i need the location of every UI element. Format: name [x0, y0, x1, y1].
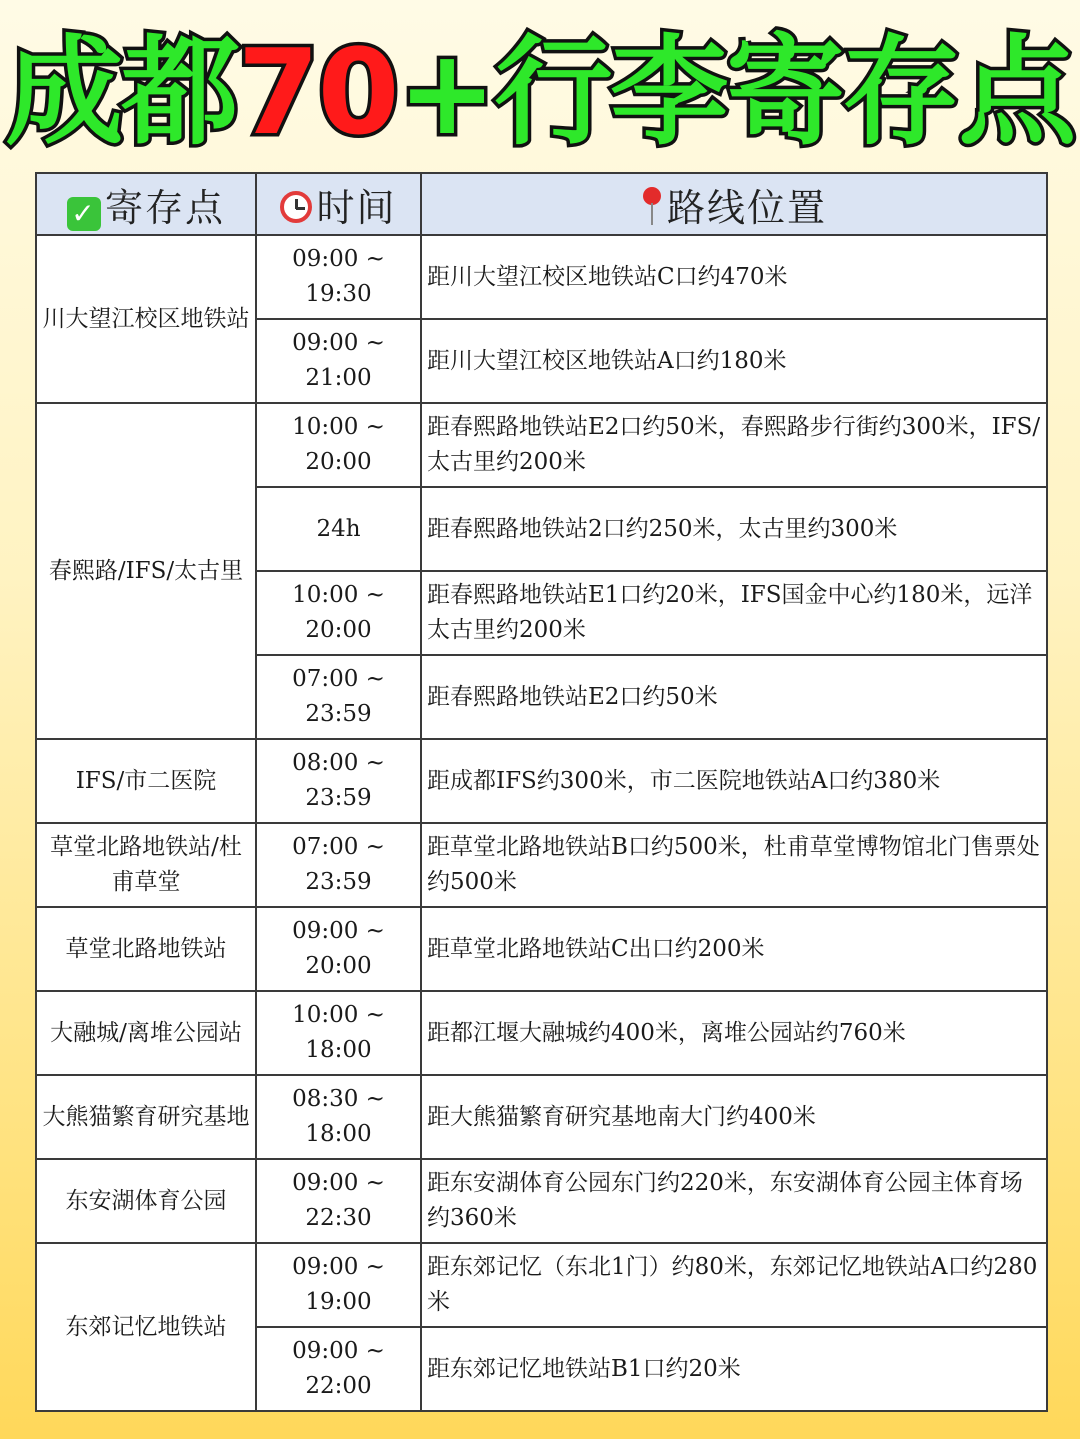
time-cell: 07:00 ~ 23:59 [256, 655, 421, 739]
time-cell: 09:00 ~ 22:30 [256, 1159, 421, 1243]
header-place-label: 寄存点 [105, 185, 226, 230]
time-cell: 07:00 ~ 23:59 [256, 823, 421, 907]
time-cell: 08:00 ~ 23:59 [256, 739, 421, 823]
header-route [421, 173, 1047, 235]
time-cell: 10:00 ~ 20:00 [256, 403, 421, 487]
place-cell: 草堂北路地铁站 [36, 907, 256, 991]
header-time-label: 时间 [316, 185, 397, 230]
route-cell: 距草堂北路地铁站C出口约200米 [421, 907, 1047, 991]
time-cell: 09:00 ~ 20:00 [256, 907, 421, 991]
header-row [36, 173, 1047, 235]
page-title [0, 20, 1080, 165]
table-row [36, 1075, 1047, 1159]
place-cell: IFS/市二医院 [36, 739, 256, 823]
route-cell: 距川大望江校区地铁站C口约470米 [421, 235, 1047, 319]
header-route-label: 路线位置 [666, 185, 827, 230]
route-cell: 距川大望江校区地铁站A口约180米 [421, 319, 1047, 403]
time-cell: 09:00 ~ 21:00 [256, 319, 421, 403]
title-suffix: +行李寄存点 [397, 23, 1075, 161]
place-cell: 东安湖体育公园 [36, 1159, 256, 1243]
time-cell: 09:00 ~ 19:00 [256, 1243, 421, 1327]
time-cell: 08:30 ~ 18:00 [256, 1075, 421, 1159]
place-cell: 草堂北路地铁站/杜甫草堂 [36, 823, 256, 907]
route-cell: 距成都IFS约300米，市二医院地铁站A口约380米 [421, 739, 1047, 823]
place-cell: 川大望江校区地铁站 [36, 235, 256, 403]
storage-table [35, 172, 1048, 1412]
time-cell: 09:00 ~ 19:30 [256, 235, 421, 319]
route-cell: 距草堂北路地铁站B口约500米，杜甫草堂博物馆北门售票处约500米 [421, 823, 1047, 907]
check-icon: ✓ [67, 197, 101, 231]
table-row [36, 823, 1047, 907]
title-city: 成都 [5, 23, 238, 161]
route-cell: 距东郊记忆（东北1门）约80米，东郊记忆地铁站A口约280米 [421, 1243, 1047, 1327]
time-cell: 24h [256, 487, 421, 571]
table-row [36, 907, 1047, 991]
table-row [36, 991, 1047, 1075]
table-row [36, 235, 1047, 319]
table-row [36, 739, 1047, 823]
pin-icon [641, 187, 663, 227]
route-cell: 距春熙路地铁站E2口约50米，春熙路步行街约300米，IFS/太古里约200米 [421, 403, 1047, 487]
place-cell: 大融城/离堆公园站 [36, 991, 256, 1075]
route-cell: 距春熙路地铁站E1口约20米，IFS国金中心约180米，远洋太古里约200米 [421, 571, 1047, 655]
table-row [36, 1243, 1047, 1327]
place-cell: 大熊猫繁育研究基地 [36, 1075, 256, 1159]
alarm-clock-icon [280, 191, 312, 223]
place-cell: 东郊记忆地铁站 [36, 1243, 256, 1411]
time-cell: 10:00 ~ 20:00 [256, 571, 421, 655]
time-cell: 10:00 ~ 18:00 [256, 991, 421, 1075]
place-cell: 春熙路/IFS/太古里 [36, 403, 256, 739]
route-cell: 距春熙路地铁站E2口约50米 [421, 655, 1047, 739]
table-row [36, 1159, 1047, 1243]
route-cell: 距东安湖体育公园东门约220米，东安湖体育公园主体育场约360米 [421, 1159, 1047, 1243]
title-number: 70 [237, 23, 398, 161]
route-cell: 距东郊记忆地铁站B1口约20米 [421, 1327, 1047, 1411]
time-cell: 09:00 ~ 22:00 [256, 1327, 421, 1411]
route-cell: 距春熙路地铁站2口约250米，太古里约300米 [421, 487, 1047, 571]
route-cell: 距大熊猫繁育研究基地南大门约400米 [421, 1075, 1047, 1159]
table-row [36, 403, 1047, 487]
route-cell: 距都江堰大融城约400米，离堆公园站约760米 [421, 991, 1047, 1075]
header-place [36, 173, 256, 235]
header-time [256, 173, 421, 235]
